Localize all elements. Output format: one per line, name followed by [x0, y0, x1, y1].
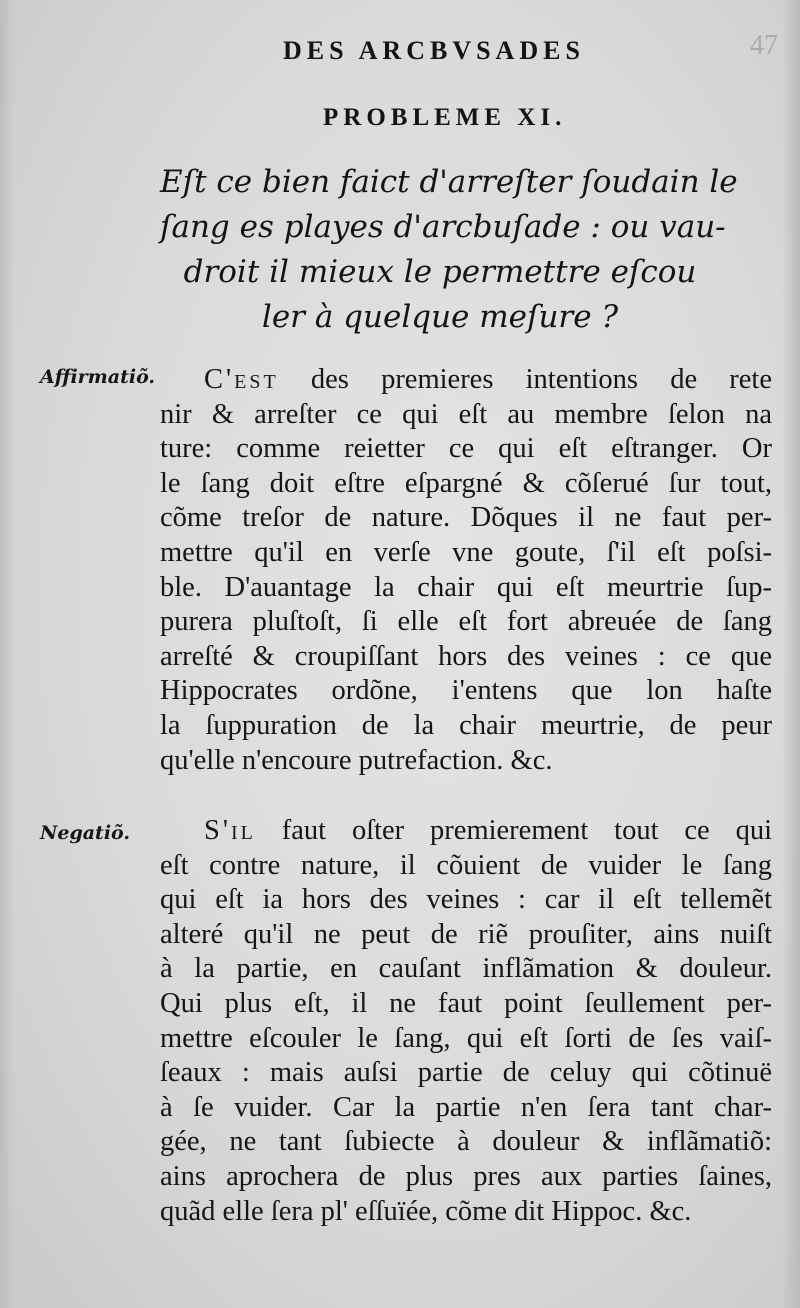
- running-head: DES ARCBVSADES: [283, 36, 585, 65]
- affirmatio-paragraph: [160, 363, 772, 778]
- question-line: Eſt ce bien faict d'arreſter ſoudain le: [160, 164, 738, 200]
- question-line: droit il mieux le permettre eſcou: [183, 254, 697, 290]
- paragraph-line: cõme treſor de nature. Dõques il ne faut per-: [160, 502, 772, 534]
- paragraph-line: ſeaux : mais auſsi partie de celuy qui cõtinuë: [160, 1057, 772, 1089]
- paragraph-line: alteré qu'il ne peut de riẽ prouſiter, ains nuiſt: [160, 918, 772, 950]
- paragraph-line: à la partie, en cauſant inflãmation & douleur.: [160, 953, 772, 985]
- paragraph-first-line: [160, 814, 772, 849]
- paragraph-line: eſt contre nature, il cõuient de vuider le ſang: [160, 849, 772, 881]
- paragraph-last-line: qu'elle n'encoure putrefaction. &c.: [160, 744, 553, 776]
- paragraph-first-line: [160, 363, 772, 398]
- opening-word: S'il: [204, 815, 256, 846]
- problem-question: [160, 160, 738, 340]
- paragraph-line: mettre qu'il en verſe vne goute, ſ'il eſt poſsi-: [160, 536, 772, 568]
- question-line: ſang es playes d'arcbuſade : ou vau-: [160, 209, 726, 245]
- paragraph-line: Hippocrates ordõne, i'entens que lon haſte: [160, 675, 772, 707]
- paragraph-line: mettre eſcouler le ſang, qui eſt ſorti de ſes vaiſ-: [160, 1022, 772, 1054]
- first-line-text: des premieres intentions de rete: [278, 364, 772, 395]
- problem-number: PROBLEME XI.: [323, 104, 567, 131]
- paragraph-line: nir & arreſter ce qui eſt au membre ſelon na: [160, 398, 772, 430]
- negatio-paragraph: [160, 814, 772, 1229]
- opening-word: C'est: [204, 364, 279, 395]
- first-line-text: faut oſter premierement tout ce qui: [255, 815, 772, 846]
- margin-note-negatio: Negatiõ.: [40, 822, 130, 844]
- paragraph-line: la ſuppuration de la chair meurtrie, de peur: [160, 709, 772, 741]
- paragraph-line: gée, ne tant ſubiecte à douleur & inflãmatiõ:: [160, 1126, 772, 1158]
- paragraph-line: qui eſt ia hors des veines : car il eſt tellemẽt: [160, 884, 772, 916]
- paragraph-line: le ſang doit eſtre eſpargné & cõſerué ſur tout,: [160, 467, 772, 499]
- paragraph-line: ble. D'auantage la chair qui eſt meurtrie ſup-: [160, 571, 772, 603]
- paragraph-line: ains aprochera de plus pres aux parties ſaines,: [160, 1160, 772, 1192]
- question-line: ler à quelque meſure ?: [261, 299, 619, 335]
- paragraph-line: Qui plus eſt, il ne faut point ſeullement per-: [160, 987, 772, 1019]
- page-edge-shadow: [782, 0, 800, 1308]
- paragraph-last-line: quãd elle ſera pl' eſſuïée, cõme dit Hippoc. &c.: [160, 1195, 692, 1227]
- paragraph-line: purera pluſtoſt, ſi elle eſt fort abreuée de ſang: [160, 606, 772, 638]
- page-gutter-shadow: [0, 0, 14, 1308]
- margin-note-affirmatio: Affirmatiõ.: [40, 366, 156, 388]
- paragraph-line: arreſté & croupiſſant hors des veines : ce que: [160, 640, 772, 672]
- folio-number: 47: [750, 30, 778, 61]
- paragraph-line: à ſe vuider. Car la partie n'en ſera tant char-: [160, 1091, 772, 1123]
- paragraph-line: ture: comme reietter ce qui eſt eſtranger. Or: [160, 433, 772, 465]
